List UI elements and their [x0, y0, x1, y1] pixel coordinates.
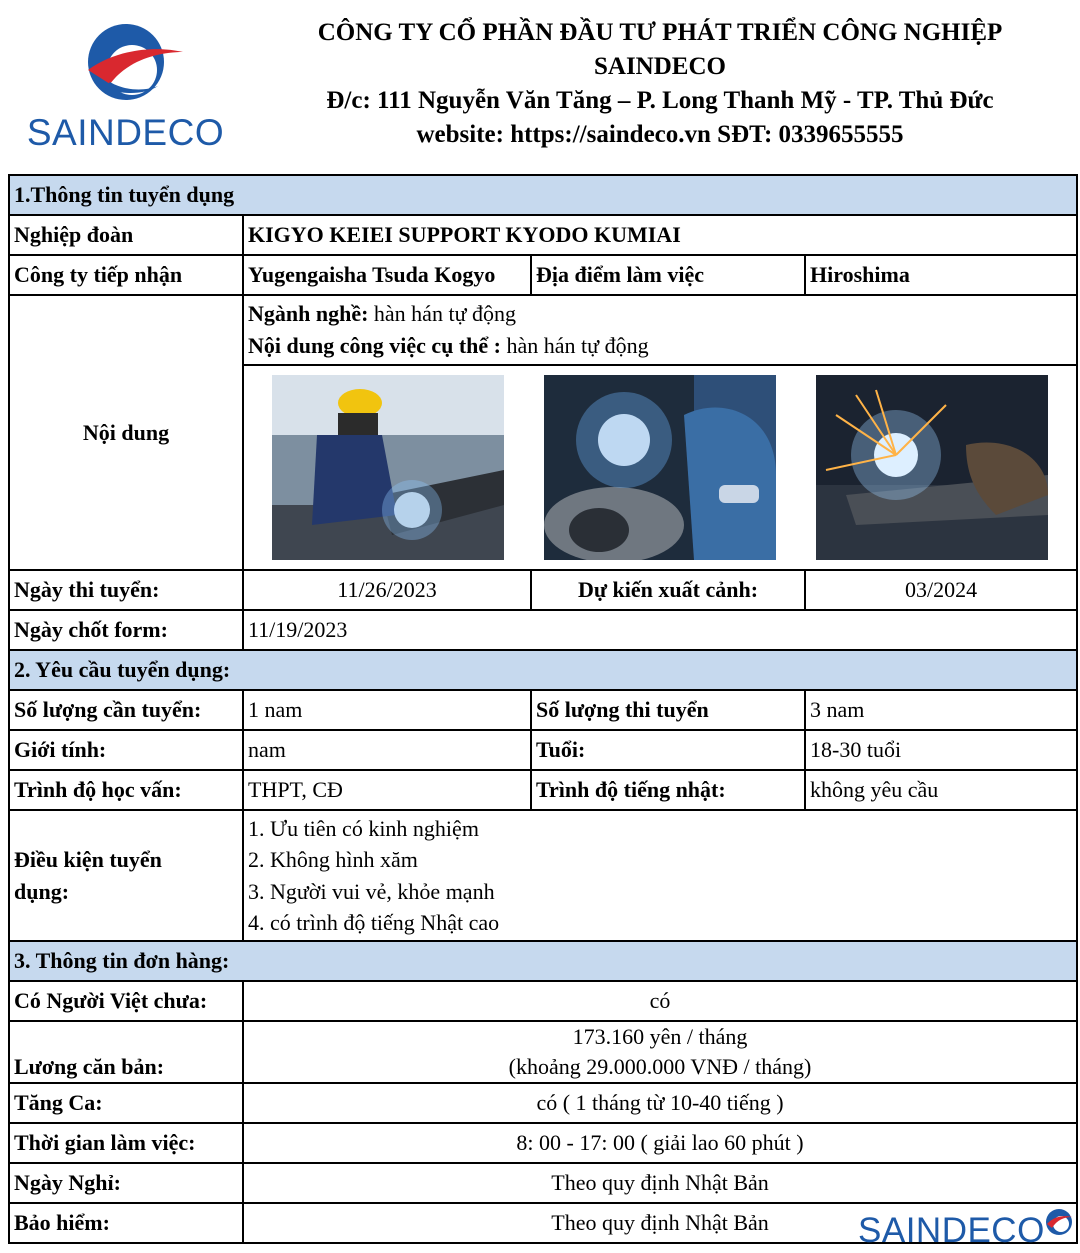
job-value: hàn hán tự động — [368, 301, 516, 326]
working-hours-label: Thời gian làm việc: — [9, 1123, 243, 1163]
salary-vnd: (khoảng 29.000.000 VNĐ / tháng) — [508, 1054, 812, 1079]
table-row — [9, 730, 1077, 770]
table-row — [9, 570, 1077, 610]
conditions-label-line: dụng: — [14, 878, 70, 904]
salary-value — [243, 1021, 1077, 1083]
form-close-value: 11/19/2023 — [243, 610, 1077, 650]
table-row — [9, 1123, 1077, 1163]
union-label: Nghiệp đoàn — [9, 215, 243, 255]
detail-label: Nội dung công việc cụ thể : — [248, 333, 501, 358]
company-contact: website: https://saindeco.vn SĐT: 0339655555 — [416, 121, 904, 148]
needed-count-value: 1 nam — [243, 690, 531, 730]
table-row — [9, 1083, 1077, 1123]
section-header — [9, 650, 1077, 690]
company-name-short: SAINDECO — [594, 53, 726, 80]
work-location-value: Hiroshima — [805, 255, 1077, 295]
overtime-label: Tăng Ca: — [9, 1083, 243, 1123]
insurance-value: Theo quy định Nhật Bản — [243, 1203, 1077, 1243]
table-row — [9, 981, 1077, 1021]
exam-date-label: Ngày thi tuyển: — [9, 570, 243, 610]
logo-wordmark: SAINDECO — [26, 112, 225, 153]
conditions-label-line: Điều kiện tuyển — [14, 846, 162, 872]
company-address: Đ/c: 111 Nguyễn Văn Tăng – P. Long Thanh Mỹ - TP. Thủ Đức — [326, 87, 994, 114]
list-item: 1. Ưu tiên có kinh nghiệm — [248, 815, 479, 841]
section-header — [9, 941, 1077, 981]
photo-strip — [248, 375, 1072, 560]
education-label: Trình độ học vấn: — [9, 770, 243, 810]
welding-photo-3 — [816, 375, 1048, 560]
exam-date-value: 11/26/2023 — [243, 570, 531, 610]
needed-count-label: Số lượng cần tuyển: — [9, 690, 243, 730]
conditions-list — [243, 810, 1077, 941]
table-row — [9, 810, 1077, 941]
table-row — [9, 215, 1077, 255]
list-item: 4. có trình độ tiếng Nhật cao — [248, 910, 500, 935]
education-value: THPT, CĐ — [243, 770, 531, 810]
gender-label: Giới tính: — [9, 730, 243, 770]
vietnamese-workers-label: Có Người Việt chưa: — [9, 981, 243, 1021]
working-hours-value: 8: 00 - 17: 00 ( giải lao 60 phút ) — [243, 1123, 1077, 1163]
footer-logo — [858, 1205, 1074, 1251]
list-item: 3. Người vui vẻ, khỏe mạnh — [248, 878, 495, 904]
list-item: 2. Không hình xăm — [248, 847, 418, 872]
table-row — [9, 770, 1077, 810]
detail-line — [248, 330, 1072, 362]
company-name: CÔNG TY CỔ PHẦN ĐẦU TƯ PHÁT TRIỂN CÔNG NGHIỆP — [317, 19, 1003, 46]
exam-count-label: Số lượng thi tuyển — [531, 690, 805, 730]
age-label: Tuổi: — [531, 730, 805, 770]
gender-value: nam — [243, 730, 531, 770]
job-description — [243, 295, 1077, 365]
job-line — [248, 298, 1072, 330]
table-row — [9, 1163, 1077, 1203]
salary-label: Lương căn bản: — [9, 1021, 243, 1083]
logo-emblem-icon — [18, 18, 233, 118]
recruitment-form — [8, 174, 1078, 1244]
receiving-company-label: Công ty tiếp nhận — [9, 255, 243, 295]
salary-yen: 173.160 yên / tháng — [572, 1024, 748, 1049]
insurance-label: Bảo hiểm: — [9, 1203, 243, 1243]
table-row — [9, 690, 1077, 730]
welding-photo-2 — [544, 375, 776, 560]
exam-count-value: 3 nam — [805, 690, 1077, 730]
section-header — [9, 175, 1077, 215]
table-row — [9, 1021, 1077, 1083]
departure-value: 03/2024 — [805, 570, 1077, 610]
work-location-label: Địa điểm làm việc — [531, 255, 805, 295]
holiday-label: Ngày Nghỉ: — [9, 1163, 243, 1203]
detail-value: hàn hán tự động — [501, 333, 649, 358]
page-header — [0, 0, 1080, 170]
section-title: 3. Thông tin đơn hàng: — [9, 941, 1077, 981]
content-label: Nội dung — [9, 295, 243, 570]
logo-emblem-icon — [1044, 1207, 1074, 1237]
form-close-label: Ngày chốt form: — [9, 610, 243, 650]
conditions-label — [9, 810, 243, 941]
company-info — [245, 16, 1075, 152]
age-value: 18-30 tuổi — [805, 730, 1077, 770]
section-title: 1.Thông tin tuyển dụng — [9, 175, 1077, 215]
japanese-level-label: Trình độ tiếng nhật: — [531, 770, 805, 810]
vietnamese-workers-value: có — [243, 981, 1077, 1021]
job-label: Ngành nghề: — [248, 301, 369, 326]
welding-photo-1 — [272, 375, 504, 560]
union-value: KIGYO KEIEI SUPPORT KYODO KUMIAI — [243, 215, 1077, 255]
japanese-level-value: không yêu cầu — [805, 770, 1077, 810]
table-row — [9, 255, 1077, 295]
section-title: 2. Yêu cầu tuyển dụng: — [9, 650, 1077, 690]
table-row — [9, 610, 1077, 650]
overtime-value: có ( 1 tháng từ 10-40 tiếng ) — [243, 1083, 1077, 1123]
departure-label: Dự kiến xuất cảnh: — [531, 570, 805, 610]
receiving-company-value: Yugengaisha Tsuda Kogyo — [243, 255, 531, 295]
company-logo — [18, 18, 233, 158]
photo-cell — [243, 365, 1077, 570]
holiday-value: Theo quy định Nhật Bản — [243, 1163, 1077, 1203]
table-row — [9, 295, 1077, 365]
footer-logo-wordmark: SAINDECO — [858, 1211, 1045, 1250]
